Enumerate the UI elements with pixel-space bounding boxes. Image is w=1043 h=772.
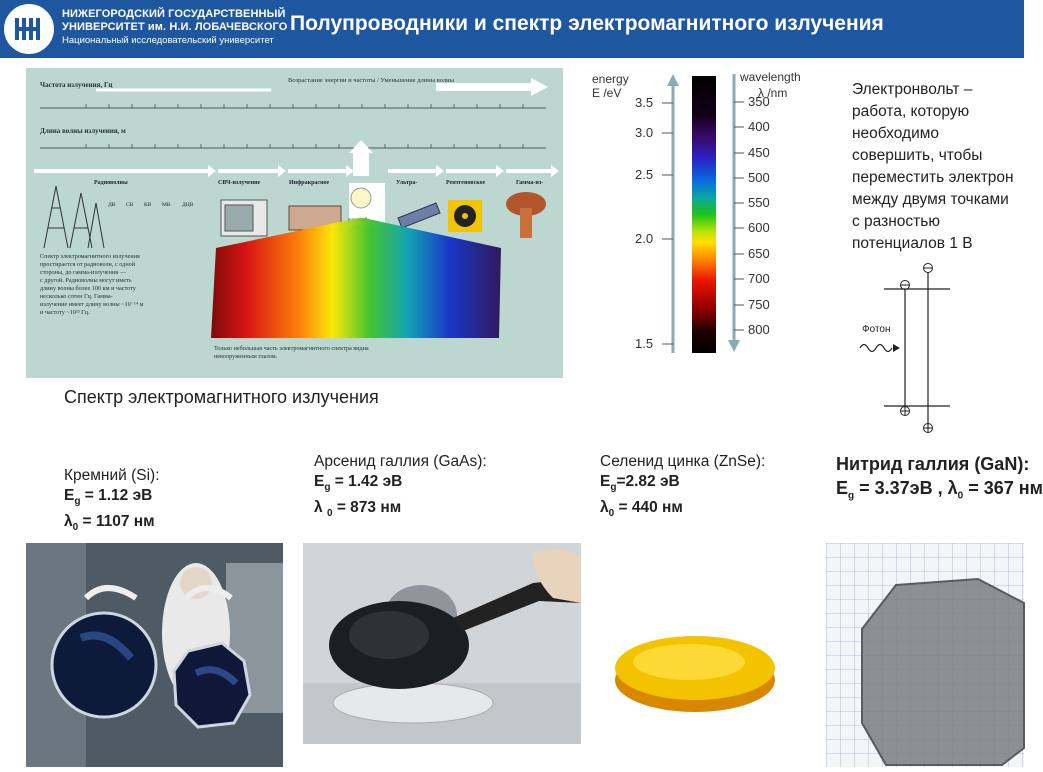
wavelength-axis-unit: λ /nm: [758, 86, 788, 100]
definition-line: между двумя точками: [852, 191, 1009, 208]
em-spectrum-figure: [26, 68, 563, 378]
material-name: Кремний (Si):: [64, 467, 160, 484]
university-line-2: УНИВЕРСИТЕТ им. Н.И. ЛОБАЧЕВСКОГО: [62, 21, 288, 33]
band-ir: Инфракрасное: [289, 180, 330, 186]
material-l0: $\lambda_0 = 1107$ нм: [64, 513, 155, 534]
material-eg: $E_g = 1.42$ эВ: [314, 473, 403, 494]
definition-line: работа, которую: [852, 103, 970, 120]
definition-line: совершить, чтобы: [852, 147, 983, 164]
svg-text:СВ: СВ: [126, 202, 134, 208]
nm-tick: 600: [748, 220, 770, 235]
nm-tick: 800: [748, 322, 770, 337]
spectrum-caption: Спектр электромагнитного излучения: [64, 387, 379, 407]
nm-tick: 350: [748, 94, 770, 109]
ev-tick: 3.5: [635, 95, 654, 110]
silicon-wafer-photo: [26, 543, 283, 767]
definition-line: Электронвольт –: [852, 81, 973, 98]
gan-wafer-photo: [826, 543, 1024, 767]
band-microwave: СВЧ-излучение: [218, 180, 261, 186]
definition-line: потенциалов 1 В: [852, 235, 973, 252]
band-uv: Ультра-: [396, 180, 418, 186]
svg-text:МВ: МВ: [162, 202, 171, 208]
spectrum-note-left: Спектр электромагнитного излучения простирается от радиоволн, с одной стороны, до гамма-излучения — с другой. Радиоволны могут иметь длину волны более 100 км и частоту несколько сотен Гц. Гамма- излучение имеет длину волны ~10⁻¹⁴ м и частоту ~10²³ Гц.: [40, 253, 144, 316]
electronvolt-definition: [852, 79, 1024, 255]
material-gan: [836, 452, 1043, 509]
band-gap-diagram: [850, 260, 1024, 440]
material-eg: $E_g=2.82$ эВ: [600, 473, 680, 494]
energy-wavelength-scale: [588, 68, 828, 368]
nm-tick: 400: [748, 119, 770, 134]
nm-tick: 750: [748, 297, 770, 312]
material-name: Селенид цинка (ZnSe):: [600, 453, 766, 470]
university-line-1: НИЖЕГОРОДСКИЙ ГОСУДАРСТВЕННЫЙ: [62, 8, 286, 20]
ev-tick: 3.0: [635, 125, 654, 140]
nm-tick: 650: [748, 246, 770, 261]
material-gaas: [314, 452, 487, 524]
band-radio: Радиоволны: [94, 180, 128, 186]
material-name: Нитрид галлия (GaN):: [836, 454, 1030, 474]
nm-tick: 500: [748, 170, 770, 185]
definition-line: с разностью: [852, 213, 940, 230]
slide-title: Полупроводники и спектр электромагнитного излучения: [290, 12, 884, 35]
energy-axis-label: energy: [592, 72, 629, 86]
svg-text:КВ: КВ: [144, 202, 152, 208]
energy-increase-label: Возрастание энергии и частоты / Уменьшение длины волны: [288, 77, 455, 84]
spectrum-note-bottom: Только небольшая часть электромагнитного спектра видна невооруженным глазом.: [214, 345, 369, 360]
freq-row-label: Частота излучения, Гц: [40, 81, 113, 89]
ev-tick: 2.0: [635, 231, 654, 246]
definition-line: необходимо: [852, 125, 939, 142]
material-l0: $\lambda_0 = 440$ нм: [600, 499, 683, 520]
definition-line: переместить электрон: [852, 169, 1014, 186]
nm-tick: 700: [748, 271, 770, 286]
ev-tick: 1.5: [635, 336, 654, 351]
material-eg: $E_g = 1.12$ эВ: [64, 487, 153, 508]
svg-text:ДЦВ: ДЦВ: [182, 202, 194, 208]
gaas-wafer-photo: [303, 543, 581, 744]
svg-text:ДВ: ДВ: [108, 202, 116, 208]
photon-label: Фотон: [862, 324, 891, 335]
wavelength-row-label: Длина волны излучения, м: [40, 127, 126, 135]
ev-tick: 2.5: [635, 167, 654, 182]
header-bar: [0, 0, 1024, 58]
material-znse: [600, 452, 765, 524]
nm-tick: 450: [748, 145, 770, 160]
band-xray: Рентгеновское: [446, 180, 486, 186]
znse-wafer-photo: [593, 590, 805, 730]
material-name: Арсенид галлия (GaAs):: [314, 453, 487, 470]
university-line-3: Национальный исследовательский университет: [62, 35, 274, 46]
nm-tick: 550: [748, 195, 770, 210]
material-eg-l0: $E_g = 3.37эВ$ , $\lambda_0 = 367$ нм: [836, 478, 1043, 502]
energy-axis-unit: E /eV: [592, 86, 622, 100]
material-l0: λ $_0$ = 873 нм: [314, 499, 402, 520]
material-si: [64, 466, 160, 538]
university-logo: [4, 4, 54, 54]
wavelength-axis-label: wavelength: [740, 70, 801, 84]
university-name: [62, 8, 287, 47]
band-gamma: Гамма-из-: [516, 180, 544, 186]
